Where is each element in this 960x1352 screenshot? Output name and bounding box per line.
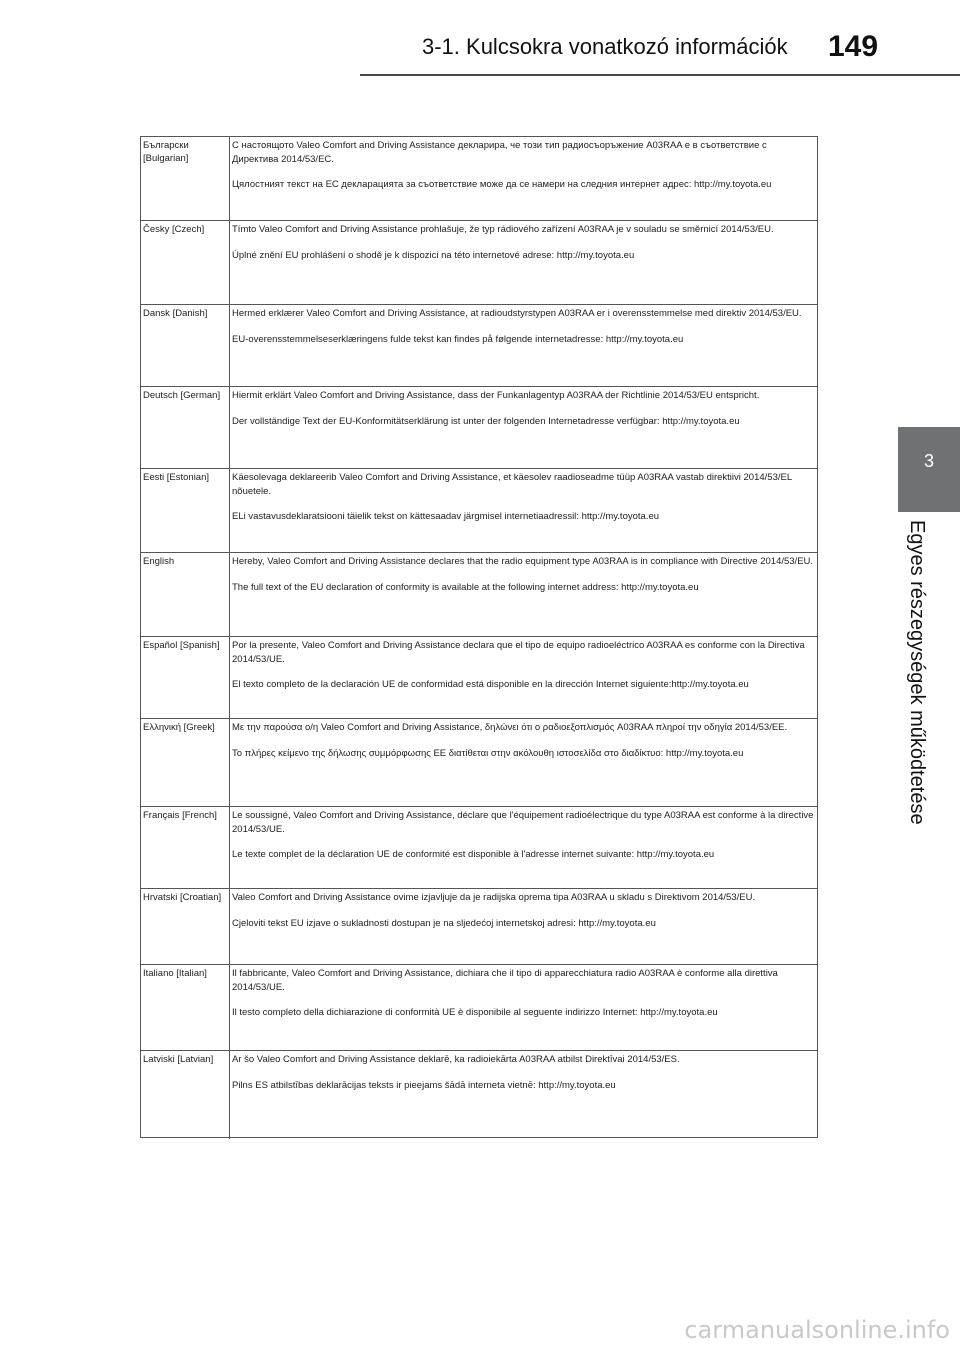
declaration-line: Por la presente, Valeo Comfort and Driving Assistance declara que el tipo de equipo radioeléctrico A03RAA es conforme con la Directiva 2014/53/UE.	[232, 640, 805, 665]
declaration-cell	[232, 891, 815, 930]
chapter-label-container	[880, 520, 946, 830]
table-row	[141, 637, 817, 719]
watermark: carmanualsonline.info	[684, 1316, 950, 1344]
declaration-line: Le texte complet de la déclaration UE de conformité est disponible à l'adresse internet suivante: http://my.toyota.eu	[232, 849, 715, 860]
declaration-line: ELi vastavusdeklaratsiooni täielik tekst on kättesaadav järgmisel internetiaadressil: http://my.toyota.eu	[232, 511, 660, 522]
language-cell: Ελληνική [Greek]	[143, 722, 215, 733]
declaration-cell	[232, 223, 815, 262]
declaration-cell	[232, 471, 815, 524]
table-row	[141, 387, 817, 469]
chapter-number: 3	[923, 451, 934, 471]
declaration-cell	[232, 389, 815, 428]
declaration-cell	[232, 967, 815, 1020]
page-number: 149	[828, 30, 879, 63]
column-divider	[229, 387, 230, 468]
language-cell: Hrvatski [Croatian]	[143, 892, 222, 903]
header-rule	[360, 74, 960, 76]
language-cell: Deutsch [German]	[143, 390, 221, 401]
page-header	[0, 0, 960, 88]
declaration-cell	[232, 721, 815, 760]
language-cell: Dansk [Danish]	[143, 308, 208, 319]
declaration-line: С настоящото Valeo Comfort and Driving Assistance декларира, че този тип радиосъоръжение A03RAA е в съответствие с Директива 2014/53/ЕС.	[232, 140, 767, 165]
column-divider	[229, 807, 230, 888]
table-row	[141, 1051, 817, 1139]
column-divider	[229, 1051, 230, 1139]
declaration-line: Hereby, Valeo Comfort and Driving Assistance declares that the radio equipment type A03RAA is in compliance with Directive 2014/53/EU.	[232, 556, 814, 567]
language-cell: Español [Spanish]	[143, 640, 220, 651]
declaration-cell	[232, 639, 815, 692]
declaration-line: Le soussigné, Valeo Comfort and Driving Assistance, déclare que l'équipement radioélectrique du type A03RAA est conforme à la directive 2014/53/UE.	[232, 810, 814, 835]
declaration-line: Με την παρούσα ο/η Valeo Comfort and Driving Assistance, δηλώνει ότι ο ραδιοεξοπλισμός A03RAA πληροί την οδηγία 2014/53/ΕΕ.	[232, 722, 788, 733]
language-cell: Български [Bulgarian]	[143, 140, 189, 164]
declaration-line: Το πλήρες κείμενο της δήλωσης συμμόρφωσης ΕΕ διατίθεται στην ακόλουθη ιστοσελίδα στο διαδίκτυο: http://my.toyota.eu	[232, 747, 744, 759]
declaration-line: Käesolevaga deklareerib Valeo Comfort and Driving Assistance, et käesolev raadioseadme tüüp A03RAA vastab direktiivi 2014/53/EL nõuetele.	[232, 472, 792, 497]
table-row	[141, 889, 817, 965]
declaration-line: The full text of the EU declaration of conformity is available at the following internet address: http://my.toyota.eu	[232, 581, 699, 593]
declaration-line: Pilns ES atbilstības deklarācijas teksts ir pieejams šādā interneta vietnē: http://my.toyota.eu	[232, 1079, 616, 1091]
language-cell: Eesti [Estonian]	[143, 472, 210, 483]
declaration-line: Tímto Valeo Comfort and Driving Assistance prohlašuje, že typ rádiového zařízení A03RAA je v souladu se směrnicí 2014/53/EU.	[232, 224, 774, 235]
declaration-line: Der vollständige Text der EU-Konformitätserklärung ist unter der folgenden Internetadresse verfügbar: http://my.toyota.eu	[232, 415, 740, 427]
chapter-tab	[898, 427, 960, 512]
declaration-cell	[232, 555, 815, 594]
column-divider	[229, 469, 230, 552]
column-divider	[229, 305, 230, 386]
column-divider	[229, 637, 230, 718]
table-row	[141, 553, 817, 637]
language-cell: Français [French]	[143, 810, 217, 821]
declaration-line: Valeo Comfort and Driving Assistance ovime izjavljuje da je radijska oprema tipa A03RAA u skladu s Direktivom 2014/53/EU.	[232, 892, 756, 903]
declaration-table	[140, 136, 818, 1138]
language-cell: Česky [Czech]	[143, 224, 205, 235]
chapter-label: Egyes részegységek működtetése	[906, 520, 928, 825]
declaration-line: Hiermit erklärt Valeo Comfort and Driving Assistance, dass der Funkanlagentyp A03RAA der Richtlinie 2014/53/EU entspricht.	[232, 390, 760, 401]
language-cell: Italiano [Italian]	[143, 968, 207, 979]
declaration-cell	[232, 1053, 815, 1092]
declaration-line: Hermed erklærer Valeo Comfort and Driving Assistance, at radioudstyrstypen A03RAA er i overensstemmelse med direktiv 2014/53/EU.	[232, 308, 802, 319]
declaration-line: Ar šo Valeo Comfort and Driving Assistance deklarē, ka radioiekārta A03RAA atbilst Direktīvai 2014/53/ES.	[232, 1054, 680, 1065]
declaration-line: El texto completo de la declaración UE de conformidad está disponible en la dirección Internet siguiente:http://my.toyota.eu	[232, 679, 749, 690]
declaration-line: Cjeloviti tekst EU izjave o sukladnosti dostupan je na sljedećoj internetskoj adresi: http://my.toyota.eu	[232, 917, 656, 929]
column-divider	[229, 221, 230, 304]
declaration-line: Il fabbricante, Valeo Comfort and Driving Assistance, dichiara che il tipo di apparecchiatura radio A03RAA è conforme alla direttiva 2014/53/UE.	[232, 968, 778, 993]
column-divider	[229, 137, 230, 220]
declaration-line: Цялостният текст на ЕС декларацията за съответствие може да се намери на следния интернет адрес: http://my.toyota.eu	[232, 179, 772, 190]
language-cell: English	[143, 556, 175, 567]
declaration-cell	[232, 139, 815, 192]
column-divider	[229, 553, 230, 636]
section-title: 3-1. Kulcsokra vonatkozó információk	[422, 34, 788, 59]
column-divider	[229, 719, 230, 806]
language-cell: Latviski [Latvian]	[143, 1054, 214, 1065]
table-row	[141, 469, 817, 553]
declaration-line: Úplné znění EU prohlášení o shodě je k dispozici na této internetové adrese: http://my.toyota.eu	[232, 249, 635, 261]
table-row	[141, 137, 817, 221]
table-row	[141, 807, 817, 889]
table-row	[141, 965, 817, 1051]
column-divider	[229, 889, 230, 964]
declaration-cell	[232, 809, 815, 862]
declaration-cell	[232, 307, 815, 346]
table-row	[141, 305, 817, 387]
table-row	[141, 719, 817, 807]
table-row	[141, 221, 817, 305]
declaration-line: EU-overensstemmelseserklæringens fulde tekst kan findes på følgende internetadresse: http://my.toyota.eu	[232, 333, 684, 345]
declaration-line: Il testo completo della dichiarazione di conformità UE è disponibile al seguente indirizzo Internet: http://my.toyota.eu	[232, 1007, 718, 1018]
column-divider	[229, 965, 230, 1050]
